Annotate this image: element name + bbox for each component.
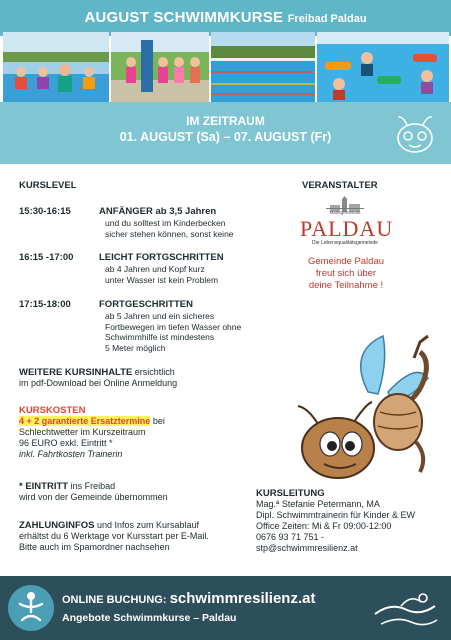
date-band: [0, 102, 451, 164]
slot-description: [105, 311, 265, 353]
booking-label: ONLINE BUCHUNG:: [62, 594, 170, 606]
veranstalter-title: VERANSTALTER: [302, 180, 378, 191]
kosten-label: KURSKOSTEN: [19, 405, 86, 416]
slot-desc-line: ab 5 Jahren und ein sicheres: [105, 311, 215, 321]
kursleitung-title: KURSLEITUNG: [256, 488, 325, 499]
zahlung-line3: Bitte auch im Spamordner nachsehen: [19, 542, 170, 552]
logo-name: PALDAU: [300, 216, 394, 241]
weitere-label: WEITERE KURSINHALTE: [19, 367, 133, 378]
kurslevel-title: KURSLEVEL: [19, 180, 77, 191]
zahlungsinfos: [19, 520, 209, 553]
office-hours: Office Zeiten: Mi & Fr 09:00-12:00: [256, 521, 392, 531]
message-line: deine Teilnahme !: [308, 280, 384, 291]
photo-kids-standing: [111, 32, 209, 102]
kosten-after: bei: [150, 416, 165, 426]
slot-name: LEICHT FORTGSCHRITTEN: [99, 252, 224, 263]
slot-desc-line: und du solltest im Kinderbecken: [105, 218, 226, 228]
footer-subtitle: Angebote Schwimmkurse – Paldau: [62, 612, 237, 624]
eintritt-line2: wird von der Gemeinde übernommen: [19, 492, 168, 502]
swimmer-logo-icon: [371, 584, 441, 634]
slot-desc-line: 5 Meter möglich: [105, 342, 166, 353]
booking-url[interactable]: schwimmresilienz.at: [169, 590, 316, 607]
slot-description: [105, 218, 265, 239]
photo-strip: [0, 32, 451, 102]
date-range: 01. AUGUST (Sa) – 07. AUGUST (Fr): [119, 130, 332, 144]
gemeinde-message: [296, 256, 396, 292]
slot-desc-line: unter Wasser ist kein Problem: [105, 274, 219, 285]
zahlung-rest: und Infos zum Kursablauf: [94, 520, 200, 530]
yoga-figure-logo-icon: [6, 582, 56, 634]
message-line: Gemeinde Paldau: [307, 256, 385, 267]
slot-time: 17:15-18:00: [19, 299, 71, 310]
eintritt-label: * EINTRITT: [19, 481, 69, 492]
slot-desc-line: Schwimmhilfe ist mindestens: [105, 332, 215, 342]
slot-time: 15:30-16:15: [19, 206, 71, 217]
weitere-line2: im pdf-Download bei Online Anmeldung: [19, 378, 178, 388]
zeitraum-label: IM ZEITRAUM: [186, 114, 265, 128]
kosten-line2: Schlechtwetter im Kurszeitraum: [19, 427, 146, 437]
trainer-title: Dipl. Schwimmtrainerin für Kinder & EW: [256, 510, 416, 520]
course-slot-anfaenger: [19, 206, 289, 240]
message-line: freut sich über: [315, 268, 377, 279]
photo-pool-lanes: [211, 32, 315, 102]
logo-top-text: Marktgemeinde: [329, 210, 361, 215]
kurskosten: [19, 405, 165, 460]
slot-desc-line: Fortbewegen im tiefen Wasser ohne: [105, 321, 242, 332]
zahlung-line2: erhältst du 6 Werktage vor Kursstart per E-Mail.: [19, 531, 209, 541]
email-address[interactable]: stp@schwimmresilienz.at: [256, 543, 358, 553]
ersatztermine-highlight: 4 + 2 garantierte Ersatztermine: [19, 416, 151, 426]
eintritt-rest: ins Freibad: [68, 481, 116, 491]
weitere-rest: ersichtlich: [132, 367, 175, 377]
phone-number: 0676 93 71 751 -: [256, 532, 325, 542]
bee-mascot-face-icon: [391, 112, 439, 156]
cricket-mascot-icon: [288, 332, 438, 482]
course-slot-leicht-fortgeschritten: [19, 252, 289, 286]
slot-desc-line: sicher stehen können, sonst keine: [105, 228, 234, 239]
course-slot-fortgeschritten: [19, 299, 289, 355]
kursleitung: [256, 488, 415, 554]
trainer-name: Mag.ª Stefanie Petermann, MA: [256, 499, 380, 509]
eintritt-info: [19, 481, 168, 503]
slot-description: [105, 264, 265, 285]
header-bar: [0, 0, 451, 36]
photo-kids-in-water: [317, 32, 449, 102]
kosten-price: 96 EURO exkl. Eintritt *: [19, 438, 113, 448]
slot-time: 16:15 -17:00: [19, 252, 74, 263]
weitere-kursinhalte: [19, 367, 177, 389]
paldau-logo: [300, 196, 394, 250]
kosten-line4: inkl. Fahrtkosten Trainerin: [19, 449, 123, 459]
slot-name: FORTGESCHRITTEN: [99, 299, 193, 310]
logo-subtitle: Die Lebensqualitätsgemeinde: [312, 240, 378, 246]
zahlung-label: ZAHLUNGINFOS: [19, 520, 95, 531]
footer-banner: [0, 576, 451, 640]
photo-kids-pool-edge: [3, 32, 109, 102]
slot-desc-line: ab 4 Jahren und Kopf kurz: [105, 264, 205, 274]
booking-line: [62, 590, 315, 607]
slot-name: ANFÄNGER ab 3,5 Jahren: [99, 206, 217, 217]
header-location: Freibad Paldau: [287, 13, 367, 25]
page-title: AUGUST SCHWIMMKURSE: [84, 9, 284, 26]
